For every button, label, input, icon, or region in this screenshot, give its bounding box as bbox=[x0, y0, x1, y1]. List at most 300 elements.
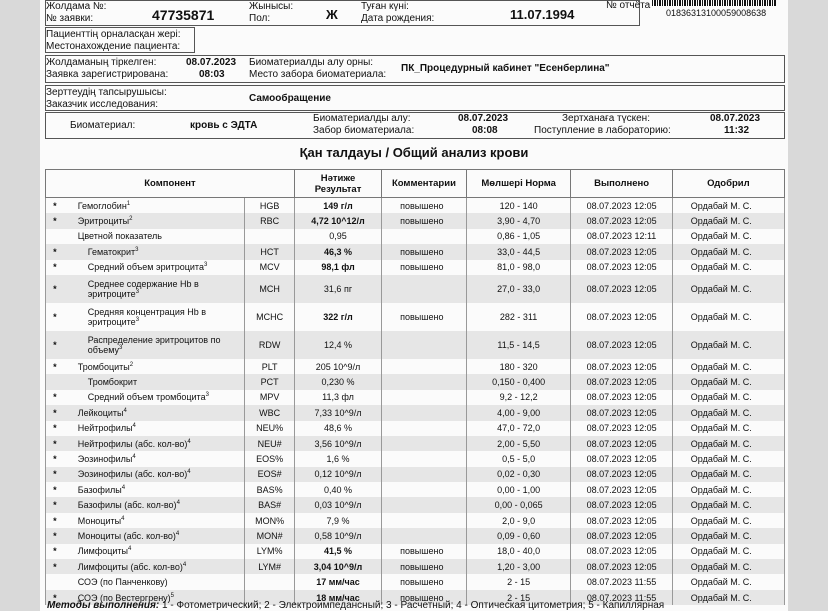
row-method-mark: 3 bbox=[135, 288, 140, 295]
row-norm: 11,5 - 14,5 bbox=[466, 331, 571, 359]
row-result: 0,230 % bbox=[294, 374, 381, 389]
biomaterial-value: кровь с ЭДТА bbox=[190, 120, 258, 131]
row-done: 08.07.2023 12:05 bbox=[571, 359, 672, 374]
row-done: 08.07.2023 12:05 bbox=[571, 213, 672, 228]
row-norm: 2,00 - 5,50 bbox=[466, 436, 571, 451]
row-done: 08.07.2023 12:05 bbox=[571, 497, 672, 512]
row-star-mark: * bbox=[46, 275, 64, 303]
row-code: MCH bbox=[245, 275, 295, 303]
col-header-comments: Комментарии bbox=[382, 170, 467, 198]
row-done: 08.07.2023 12:05 bbox=[571, 198, 672, 214]
row-star-mark: * bbox=[46, 390, 64, 405]
row-done: 08.07.2023 12:05 bbox=[571, 405, 672, 420]
row-norm: 47,0 - 72,0 bbox=[466, 421, 571, 436]
row-comment bbox=[382, 405, 467, 420]
row-approved: Ордабай М. С. bbox=[672, 467, 784, 482]
row-star-mark bbox=[46, 374, 64, 389]
row-method-mark: 4 bbox=[176, 500, 180, 507]
table-row bbox=[46, 213, 785, 228]
row-star-mark: * bbox=[46, 482, 64, 497]
row-component-label: Лейкоциты bbox=[77, 407, 124, 418]
table-row bbox=[46, 198, 785, 214]
row-star-mark: * bbox=[46, 405, 64, 420]
row-component-name bbox=[64, 544, 245, 559]
table-row bbox=[46, 574, 785, 589]
row-method-mark: 4 bbox=[121, 515, 125, 522]
row-done: 08.07.2023 12:05 bbox=[571, 482, 672, 497]
table-row bbox=[46, 260, 785, 275]
row-component-name bbox=[64, 275, 245, 303]
row-component-label: Нейтрофилы (абс. кол-во) bbox=[77, 438, 188, 449]
row-approved: Ордабай М. С. bbox=[672, 390, 784, 405]
request-no-label: № заявки: bbox=[46, 13, 94, 24]
row-done: 08.07.2023 12:05 bbox=[571, 559, 672, 574]
row-comment bbox=[382, 436, 467, 451]
row-result: 0,58 10^9/л bbox=[294, 528, 381, 543]
row-result: 0,40 % bbox=[294, 482, 381, 497]
row-method-mark: 4 bbox=[132, 453, 136, 460]
row-component-label: Гемоглобин bbox=[77, 200, 127, 211]
lab-time: 11:32 bbox=[724, 125, 750, 136]
row-component-name bbox=[64, 513, 245, 528]
row-component-label: Распределение эритроцитов по объему bbox=[87, 334, 221, 355]
row-star-mark: * bbox=[46, 198, 64, 214]
row-method-mark: 4 bbox=[187, 469, 191, 476]
row-norm: 27,0 - 33,0 bbox=[466, 275, 571, 303]
row-component-name bbox=[64, 467, 245, 482]
collection-time: 08:08 bbox=[472, 125, 498, 136]
row-norm: 0,00 - 1,00 bbox=[466, 482, 571, 497]
table-row bbox=[46, 405, 785, 420]
row-done: 08.07.2023 12:11 bbox=[571, 229, 672, 244]
row-star-mark: * bbox=[46, 244, 64, 259]
row-code: RDW bbox=[245, 331, 295, 359]
customer-value: Самообращение bbox=[249, 93, 331, 104]
row-star-mark: * bbox=[46, 544, 64, 559]
row-component-name bbox=[64, 390, 245, 405]
referral-no-label: Жолдама №: bbox=[46, 1, 107, 12]
row-norm: 2 - 15 bbox=[466, 574, 571, 589]
row-method-mark: 4 bbox=[187, 438, 191, 445]
row-result: 205 10^9/л bbox=[294, 359, 381, 374]
report-no-value: 01836313100059008638 bbox=[666, 8, 767, 18]
row-approved: Ордабай М. С. bbox=[672, 374, 784, 389]
row-component-name bbox=[64, 374, 245, 389]
row-result: 46,3 % bbox=[294, 244, 381, 259]
table-row bbox=[46, 359, 785, 374]
row-norm: 81,0 - 98,0 bbox=[466, 260, 571, 275]
row-component-label: Средний объем тромбоцита bbox=[87, 392, 206, 403]
row-component-label: Моноциты bbox=[77, 515, 122, 526]
row-component-label: Тромбокрит bbox=[87, 377, 138, 388]
collection-date: 08.07.2023 bbox=[458, 113, 509, 124]
registered-time: 08:03 bbox=[199, 69, 225, 80]
row-method-mark: 3 bbox=[135, 316, 140, 323]
row-result: 41,5 % bbox=[294, 544, 381, 559]
row-norm: 0,150 - 0,400 bbox=[466, 374, 571, 389]
row-star-mark: * bbox=[46, 421, 64, 436]
row-method-mark: 4 bbox=[123, 407, 127, 414]
row-component-name bbox=[64, 451, 245, 466]
sex-label-ru: Пол: bbox=[249, 13, 271, 24]
table-row bbox=[46, 544, 785, 559]
row-comment bbox=[382, 528, 467, 543]
customer-label-kz: Зерттеудің тапсырушысы: bbox=[46, 87, 167, 98]
row-code: BAS% bbox=[245, 482, 295, 497]
row-comment: повышено bbox=[382, 544, 467, 559]
table-row bbox=[46, 528, 785, 543]
row-code: NEU# bbox=[245, 436, 295, 451]
row-result: 0,12 10^9/л bbox=[294, 467, 381, 482]
table-row bbox=[46, 482, 785, 497]
table-row bbox=[46, 244, 785, 259]
row-done: 08.07.2023 12:05 bbox=[571, 303, 672, 331]
row-approved: Ордабай М. С. bbox=[672, 405, 784, 420]
collection-label-ru: Забор биоматериала: bbox=[313, 125, 415, 136]
row-code bbox=[245, 229, 295, 244]
row-approved: Ордабай М. С. bbox=[672, 213, 784, 228]
row-component-label: Нейтрофилы bbox=[77, 423, 133, 434]
row-done: 08.07.2023 12:05 bbox=[571, 374, 672, 389]
row-component-label: Лимфоциты (абс. кол-во) bbox=[77, 561, 183, 572]
row-component-label: Базофилы bbox=[77, 484, 122, 495]
row-norm: 0,5 - 5,0 bbox=[466, 451, 571, 466]
row-component-label: Лимфоциты bbox=[77, 546, 129, 557]
row-result: 0,95 bbox=[294, 229, 381, 244]
row-component-name bbox=[64, 497, 245, 512]
row-component-name bbox=[64, 359, 245, 374]
row-comment: повышено bbox=[382, 244, 467, 259]
col-header-result: Нәтиже Результат bbox=[294, 170, 381, 198]
row-method-mark: 3 bbox=[119, 344, 123, 351]
row-result: 48,6 % bbox=[294, 421, 381, 436]
report-no-label: № отчёта bbox=[606, 0, 651, 11]
row-method-mark: 2 bbox=[129, 361, 134, 368]
row-comment: повышено bbox=[382, 260, 467, 275]
row-done: 08.07.2023 12:05 bbox=[571, 390, 672, 405]
row-component-name bbox=[64, 559, 245, 574]
row-approved: Ордабай М. С. bbox=[672, 244, 784, 259]
row-done: 08.07.2023 11:55 bbox=[571, 590, 672, 605]
row-component-label: Моноциты (абс. кол-во) bbox=[77, 530, 176, 541]
row-approved: Ордабай М. С. bbox=[672, 574, 784, 589]
row-code: HCT bbox=[245, 244, 295, 259]
row-result: 3,04 10^9/л bbox=[294, 559, 381, 574]
row-norm: 0,09 - 0,60 bbox=[466, 528, 571, 543]
row-method-mark: 4 bbox=[182, 561, 187, 568]
row-comment bbox=[382, 421, 467, 436]
row-done: 08.07.2023 12:05 bbox=[571, 331, 672, 359]
request-no-value: 47735871 bbox=[152, 7, 215, 23]
row-code: BAS# bbox=[245, 497, 295, 512]
row-method-mark: 3 bbox=[135, 246, 139, 253]
methods-label: Методы выполнения: bbox=[47, 600, 160, 611]
row-code: WBC bbox=[245, 405, 295, 420]
table-row bbox=[46, 421, 785, 436]
row-star-mark: * bbox=[46, 451, 64, 466]
row-approved: Ордабай М. С. bbox=[672, 590, 784, 605]
table-row bbox=[46, 513, 785, 528]
row-result: 0,03 10^9/л bbox=[294, 497, 381, 512]
table-row bbox=[46, 275, 785, 303]
row-code: MON# bbox=[245, 528, 295, 543]
row-method-mark: 1 bbox=[126, 200, 131, 207]
row-approved: Ордабай М. С. bbox=[672, 359, 784, 374]
table-row bbox=[46, 467, 785, 482]
row-comment: повышено bbox=[382, 303, 467, 331]
row-method-mark: 4 bbox=[132, 423, 136, 430]
table-row bbox=[46, 303, 785, 331]
row-method-mark: 4 bbox=[175, 530, 180, 537]
row-done: 08.07.2023 12:05 bbox=[571, 260, 672, 275]
lab-label-kz: Зертханаға түскен: bbox=[562, 113, 650, 124]
row-code: NEU% bbox=[245, 421, 295, 436]
row-approved: Ордабай М. С. bbox=[672, 436, 784, 451]
row-code: MCV bbox=[245, 260, 295, 275]
row-norm: 0,86 - 1,05 bbox=[466, 229, 571, 244]
row-star-mark bbox=[46, 574, 64, 589]
row-approved: Ордабай М. С. bbox=[672, 331, 784, 359]
table-row bbox=[46, 374, 785, 389]
row-comment bbox=[382, 374, 467, 389]
row-comment bbox=[382, 451, 467, 466]
row-approved: Ордабай М. С. bbox=[672, 559, 784, 574]
row-code: MON% bbox=[245, 513, 295, 528]
lab-report-sheet bbox=[40, 0, 788, 611]
row-component-label: СОЭ (по Вестергрену) bbox=[77, 592, 171, 603]
row-norm: 0,02 - 0,30 bbox=[466, 467, 571, 482]
row-component-label: Средняя концентрация Hb в эритроците bbox=[87, 306, 207, 327]
row-code: EOS# bbox=[245, 467, 295, 482]
row-component-name bbox=[64, 260, 245, 275]
row-component-label: Базофилы (абс. кол-во) bbox=[77, 500, 177, 511]
location-label-ru: Местонахождение пациента: bbox=[46, 41, 181, 52]
registered-label-ru: Заявка зарегистрирована: bbox=[46, 69, 169, 80]
row-code: RBC bbox=[245, 213, 295, 228]
table-row bbox=[46, 331, 785, 359]
row-star-mark: * bbox=[46, 213, 64, 228]
row-code bbox=[245, 574, 295, 589]
location-label-kz: Пациенттің орналасқан жері: bbox=[46, 29, 181, 40]
row-norm: 4,00 - 9,00 bbox=[466, 405, 571, 420]
row-norm: 33,0 - 44,5 bbox=[466, 244, 571, 259]
row-approved: Ордабай М. С. bbox=[672, 198, 784, 214]
table-row bbox=[46, 390, 785, 405]
row-done: 08.07.2023 12:05 bbox=[571, 275, 672, 303]
row-component-label: Эозинофилы bbox=[77, 453, 133, 464]
row-method-mark: 3 bbox=[203, 262, 208, 269]
methods-footer bbox=[47, 600, 664, 611]
row-code: LYM% bbox=[245, 544, 295, 559]
row-done: 08.07.2023 12:05 bbox=[571, 421, 672, 436]
row-method-mark: 4 bbox=[128, 546, 132, 553]
row-component-name bbox=[64, 482, 245, 497]
row-result: 18 мм/час bbox=[294, 590, 381, 605]
row-star-mark: * bbox=[46, 513, 64, 528]
row-comment bbox=[382, 275, 467, 303]
sex-label-kz: Жынысы: bbox=[249, 1, 294, 12]
row-comment bbox=[382, 359, 467, 374]
row-component-label: Гематокрит bbox=[87, 246, 136, 257]
row-done: 08.07.2023 12:05 bbox=[571, 467, 672, 482]
row-star-mark: * bbox=[46, 528, 64, 543]
col-header-approved: Одобрил bbox=[672, 170, 784, 198]
row-comment bbox=[382, 513, 467, 528]
row-norm: 18,0 - 40,0 bbox=[466, 544, 571, 559]
lab-date: 08.07.2023 bbox=[710, 113, 761, 124]
row-norm: 2 - 15 bbox=[466, 590, 571, 605]
row-component-label: Цветной показатель bbox=[77, 231, 162, 242]
row-star-mark: * bbox=[46, 260, 64, 275]
biomaterial-label: Биоматериал: bbox=[70, 120, 136, 131]
row-approved: Ордабай М. С. bbox=[672, 513, 784, 528]
row-component-label: Тромбоциты bbox=[77, 361, 130, 372]
report-title: Қан талдауы / Общий анализ крови bbox=[299, 145, 529, 160]
row-comment: повышено bbox=[382, 213, 467, 228]
collection-place-value: ПК_Процедурный кабинет "Есенберлина" bbox=[401, 63, 610, 74]
collection-label-kz: Биоматериалды алу: bbox=[313, 113, 411, 124]
registered-date: 08.07.2023 bbox=[186, 57, 237, 68]
row-star-mark: * bbox=[46, 303, 64, 331]
row-norm: 180 - 320 bbox=[466, 359, 571, 374]
row-code: MCHC bbox=[245, 303, 295, 331]
row-star-mark bbox=[46, 229, 64, 244]
row-approved: Ордабай М. С. bbox=[672, 260, 784, 275]
row-code: EOS% bbox=[245, 451, 295, 466]
birth-label-ru: Дата рождения: bbox=[361, 13, 435, 24]
row-approved: Ордабай М. С. bbox=[672, 482, 784, 497]
row-star-mark: * bbox=[46, 559, 64, 574]
row-done: 08.07.2023 12:05 bbox=[571, 513, 672, 528]
row-component-name bbox=[64, 303, 245, 331]
row-component-label: Среднее содержание Hb в эритроците bbox=[87, 278, 199, 299]
row-code: LYM# bbox=[245, 559, 295, 574]
row-approved: Ордабай М. С. bbox=[672, 528, 784, 543]
row-result: 98,1 фл bbox=[294, 260, 381, 275]
row-result: 7,9 % bbox=[294, 513, 381, 528]
row-star-mark: * bbox=[46, 497, 64, 512]
row-component-name bbox=[64, 574, 245, 589]
row-component-name bbox=[64, 331, 245, 359]
col-header-norm: Мөлшері Норма bbox=[466, 170, 571, 198]
row-component-name bbox=[64, 198, 245, 214]
row-result: 11,3 фл bbox=[294, 390, 381, 405]
row-comment: повышено bbox=[382, 574, 467, 589]
row-code: HGB bbox=[245, 198, 295, 214]
table-row bbox=[46, 229, 785, 244]
row-comment bbox=[382, 331, 467, 359]
row-method-mark: 3 bbox=[205, 392, 209, 399]
row-norm: 9,2 - 12,2 bbox=[466, 390, 571, 405]
row-component-name bbox=[64, 421, 245, 436]
row-code: PCT bbox=[245, 374, 295, 389]
row-component-name bbox=[64, 213, 245, 228]
row-comment bbox=[382, 390, 467, 405]
row-norm: 282 - 311 bbox=[466, 303, 571, 331]
table-row bbox=[46, 436, 785, 451]
row-method-mark: 4 bbox=[121, 484, 126, 491]
row-component-name bbox=[64, 436, 245, 451]
row-component-label: Эритроциты bbox=[77, 216, 130, 227]
lab-label-ru: Поступление в лабораторию: bbox=[534, 125, 671, 136]
row-comment: повышено bbox=[382, 590, 467, 605]
table-row bbox=[46, 559, 785, 574]
row-result: 149 г/л bbox=[294, 198, 381, 214]
table-row bbox=[46, 451, 785, 466]
row-result: 12,4 % bbox=[294, 331, 381, 359]
row-result: 3,56 10^9/л bbox=[294, 436, 381, 451]
row-component-name bbox=[64, 405, 245, 420]
row-star-mark: * bbox=[46, 359, 64, 374]
row-done: 08.07.2023 12:05 bbox=[571, 436, 672, 451]
row-approved: Ордабай М. С. bbox=[672, 303, 784, 331]
row-code: MPV bbox=[245, 390, 295, 405]
row-star-mark: * bbox=[46, 467, 64, 482]
customer-label-ru: Заказчик исследования: bbox=[46, 99, 159, 110]
row-comment bbox=[382, 497, 467, 512]
birth-date-value: 11.07.1994 bbox=[510, 7, 575, 22]
row-result: 17 мм/час bbox=[294, 574, 381, 589]
registered-label-kz: Жолдаманың тіркелген: bbox=[46, 57, 157, 68]
col-header-component: Компонент bbox=[46, 170, 295, 198]
row-comment: повышено bbox=[382, 559, 467, 574]
barcode-image bbox=[652, 0, 776, 6]
header-box-biomaterial bbox=[45, 112, 785, 139]
row-result: 322 г/л bbox=[294, 303, 381, 331]
row-component-label: Средний объем эритроцита bbox=[87, 262, 204, 273]
row-approved: Ордабай М. С. bbox=[672, 421, 784, 436]
row-result: 31,6 пг bbox=[294, 275, 381, 303]
results-table bbox=[45, 169, 785, 605]
row-star-mark: * bbox=[46, 331, 64, 359]
row-star-mark: * bbox=[46, 436, 64, 451]
collection-place-label-kz: Биоматериалды алу орны: bbox=[249, 57, 374, 68]
row-result: 1,6 % bbox=[294, 451, 381, 466]
row-component-label: СОЭ (по Панченкову) bbox=[77, 577, 168, 588]
row-component-label: Эозинофилы (абс. кол-во) bbox=[77, 469, 188, 480]
row-approved: Ордабай М. С. bbox=[672, 544, 784, 559]
row-done: 08.07.2023 12:05 bbox=[571, 451, 672, 466]
row-done: 08.07.2023 12:05 bbox=[571, 244, 672, 259]
row-approved: Ордабай М. С. bbox=[672, 497, 784, 512]
row-component-name bbox=[64, 528, 245, 543]
sex-value: Ж bbox=[326, 7, 338, 22]
row-code: PLT bbox=[245, 359, 295, 374]
methods-text: 1 - Фотометрический; 2 - Электроимпедансный; 3 - Расчетный; 4 - Оптическая цитометрия; 5 - Капиллярная bbox=[159, 600, 665, 611]
row-done: 08.07.2023 12:05 bbox=[571, 544, 672, 559]
table-row bbox=[46, 497, 785, 512]
row-result: 4,72 10^12/л bbox=[294, 213, 381, 228]
row-result: 7,33 10^9/л bbox=[294, 405, 381, 420]
row-approved: Ордабай М. С. bbox=[672, 451, 784, 466]
col-header-done: Выполнено bbox=[571, 170, 672, 198]
row-method-mark: 2 bbox=[129, 216, 133, 223]
collection-place-label-ru: Место забора биоматериала: bbox=[249, 69, 387, 80]
row-done: 08.07.2023 11:55 bbox=[571, 574, 672, 589]
row-norm: 120 - 140 bbox=[466, 198, 571, 214]
row-comment bbox=[382, 467, 467, 482]
row-approved: Ордабай М. С. bbox=[672, 229, 784, 244]
row-star-mark: * bbox=[46, 590, 64, 605]
row-component-name bbox=[64, 229, 245, 244]
row-comment bbox=[382, 482, 467, 497]
row-norm: 3,90 - 4,70 bbox=[466, 213, 571, 228]
row-norm: 2,0 - 9,0 bbox=[466, 513, 571, 528]
row-method-mark: 5 bbox=[170, 592, 175, 599]
row-comment bbox=[382, 229, 467, 244]
birth-label-kz: Туған күні: bbox=[361, 1, 409, 12]
row-norm: 0,00 - 0,065 bbox=[466, 497, 571, 512]
